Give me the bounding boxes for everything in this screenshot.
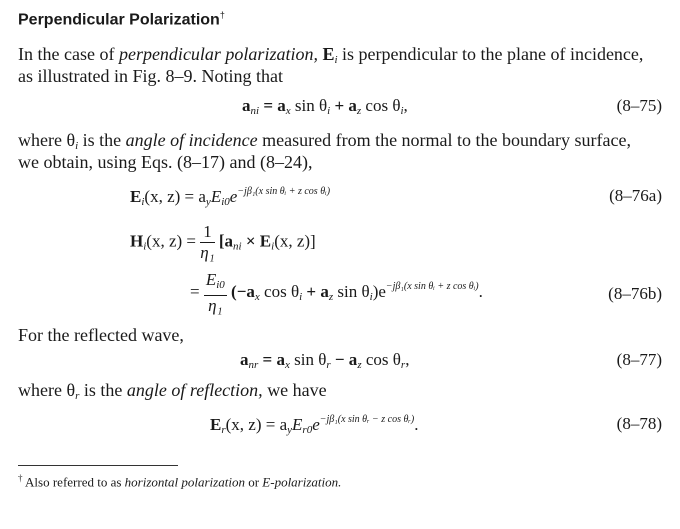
- term-perpendicular-polarization: perpendicular polarization,: [118, 44, 318, 64]
- fraction: $\frac{1}{\text{η₁}}$: [200, 222, 215, 262]
- equation-8-75: $a_{ni} = a_x$ $\sin \theta_i + a_z$ $\cos \theta_i$,: [242, 96, 408, 117]
- section-heading: [18, 10, 225, 29]
- paragraph-line: For the reflected wave,: [18, 325, 184, 345]
- equation-8-78: $E_r(x$, $z) = a_yE_{r0}e^{-j\beta_1(x sin \theta ᵣ - z cos \theta ᵣ)}$.: [210, 414, 419, 436]
- equation-number: (8–77): [616, 350, 662, 369]
- section-title: Perpendicular Polarization: [18, 11, 220, 29]
- footnote-mark: †: [219, 10, 225, 20]
- equation-8-76a: $E_i(x$, $z) = a_yE_{i0}e^{-j\beta_1(x sin \theta ᵢ + z cos \theta ᵢ)}$: [130, 186, 331, 208]
- paragraph-line: where $\theta_i$ is the angle of incidence measured from the normal to the boundary surface,: [18, 130, 631, 152]
- paragraph-line: we obtain, using Eqs. (8–17) and (8–24),: [18, 152, 313, 172]
- paragraph-line: In the case of perpendicular polarization, $E_i$ is perpendicular to the plane of incidence,: [18, 44, 644, 66]
- equation-number: (8–78): [616, 414, 662, 433]
- equation-8-77: $a_{nr} = a_x$ $\sin \theta_r - a_z$ $\cos \theta_r$,: [240, 350, 410, 371]
- footnote: † Also referred to as horizontal polarization or E-polarization.: [18, 473, 342, 490]
- term-angle-of-incidence: angle of incidence: [125, 130, 258, 150]
- equation-8-76b-first-line: $H_i(x$, z) = $\frac{1}{\text{η₁}}$ [$a_{ni} \times E_i(x$, z)]: [130, 222, 316, 262]
- equation-number: (8–76b): [608, 284, 662, 303]
- fraction: $\frac{E_{i0}}{\text{η₁}}$: [205, 270, 225, 315]
- equation-8-76b-second-line: = $\frac{E_{i0}}{\text{η₁}}$ ($-a_x$ $\cos \theta_i + a_z$ $\sin \theta_i)e^{-j\beta_1(x sin \theta ᵢ + z cos \theta ᵢ)}$.: [190, 270, 483, 315]
- footnote-divider: [18, 465, 178, 466]
- paragraph-line: where $\theta_r$ is the angle of reflection, we have: [18, 380, 327, 402]
- equation-number: (8–75): [616, 96, 662, 115]
- paragraph-line: as illustrated in Fig. 8–9. Noting that: [18, 66, 283, 86]
- equation-number: (8–76a): [609, 186, 662, 205]
- term-angle-of-reflection: angle of reflection,: [126, 380, 263, 400]
